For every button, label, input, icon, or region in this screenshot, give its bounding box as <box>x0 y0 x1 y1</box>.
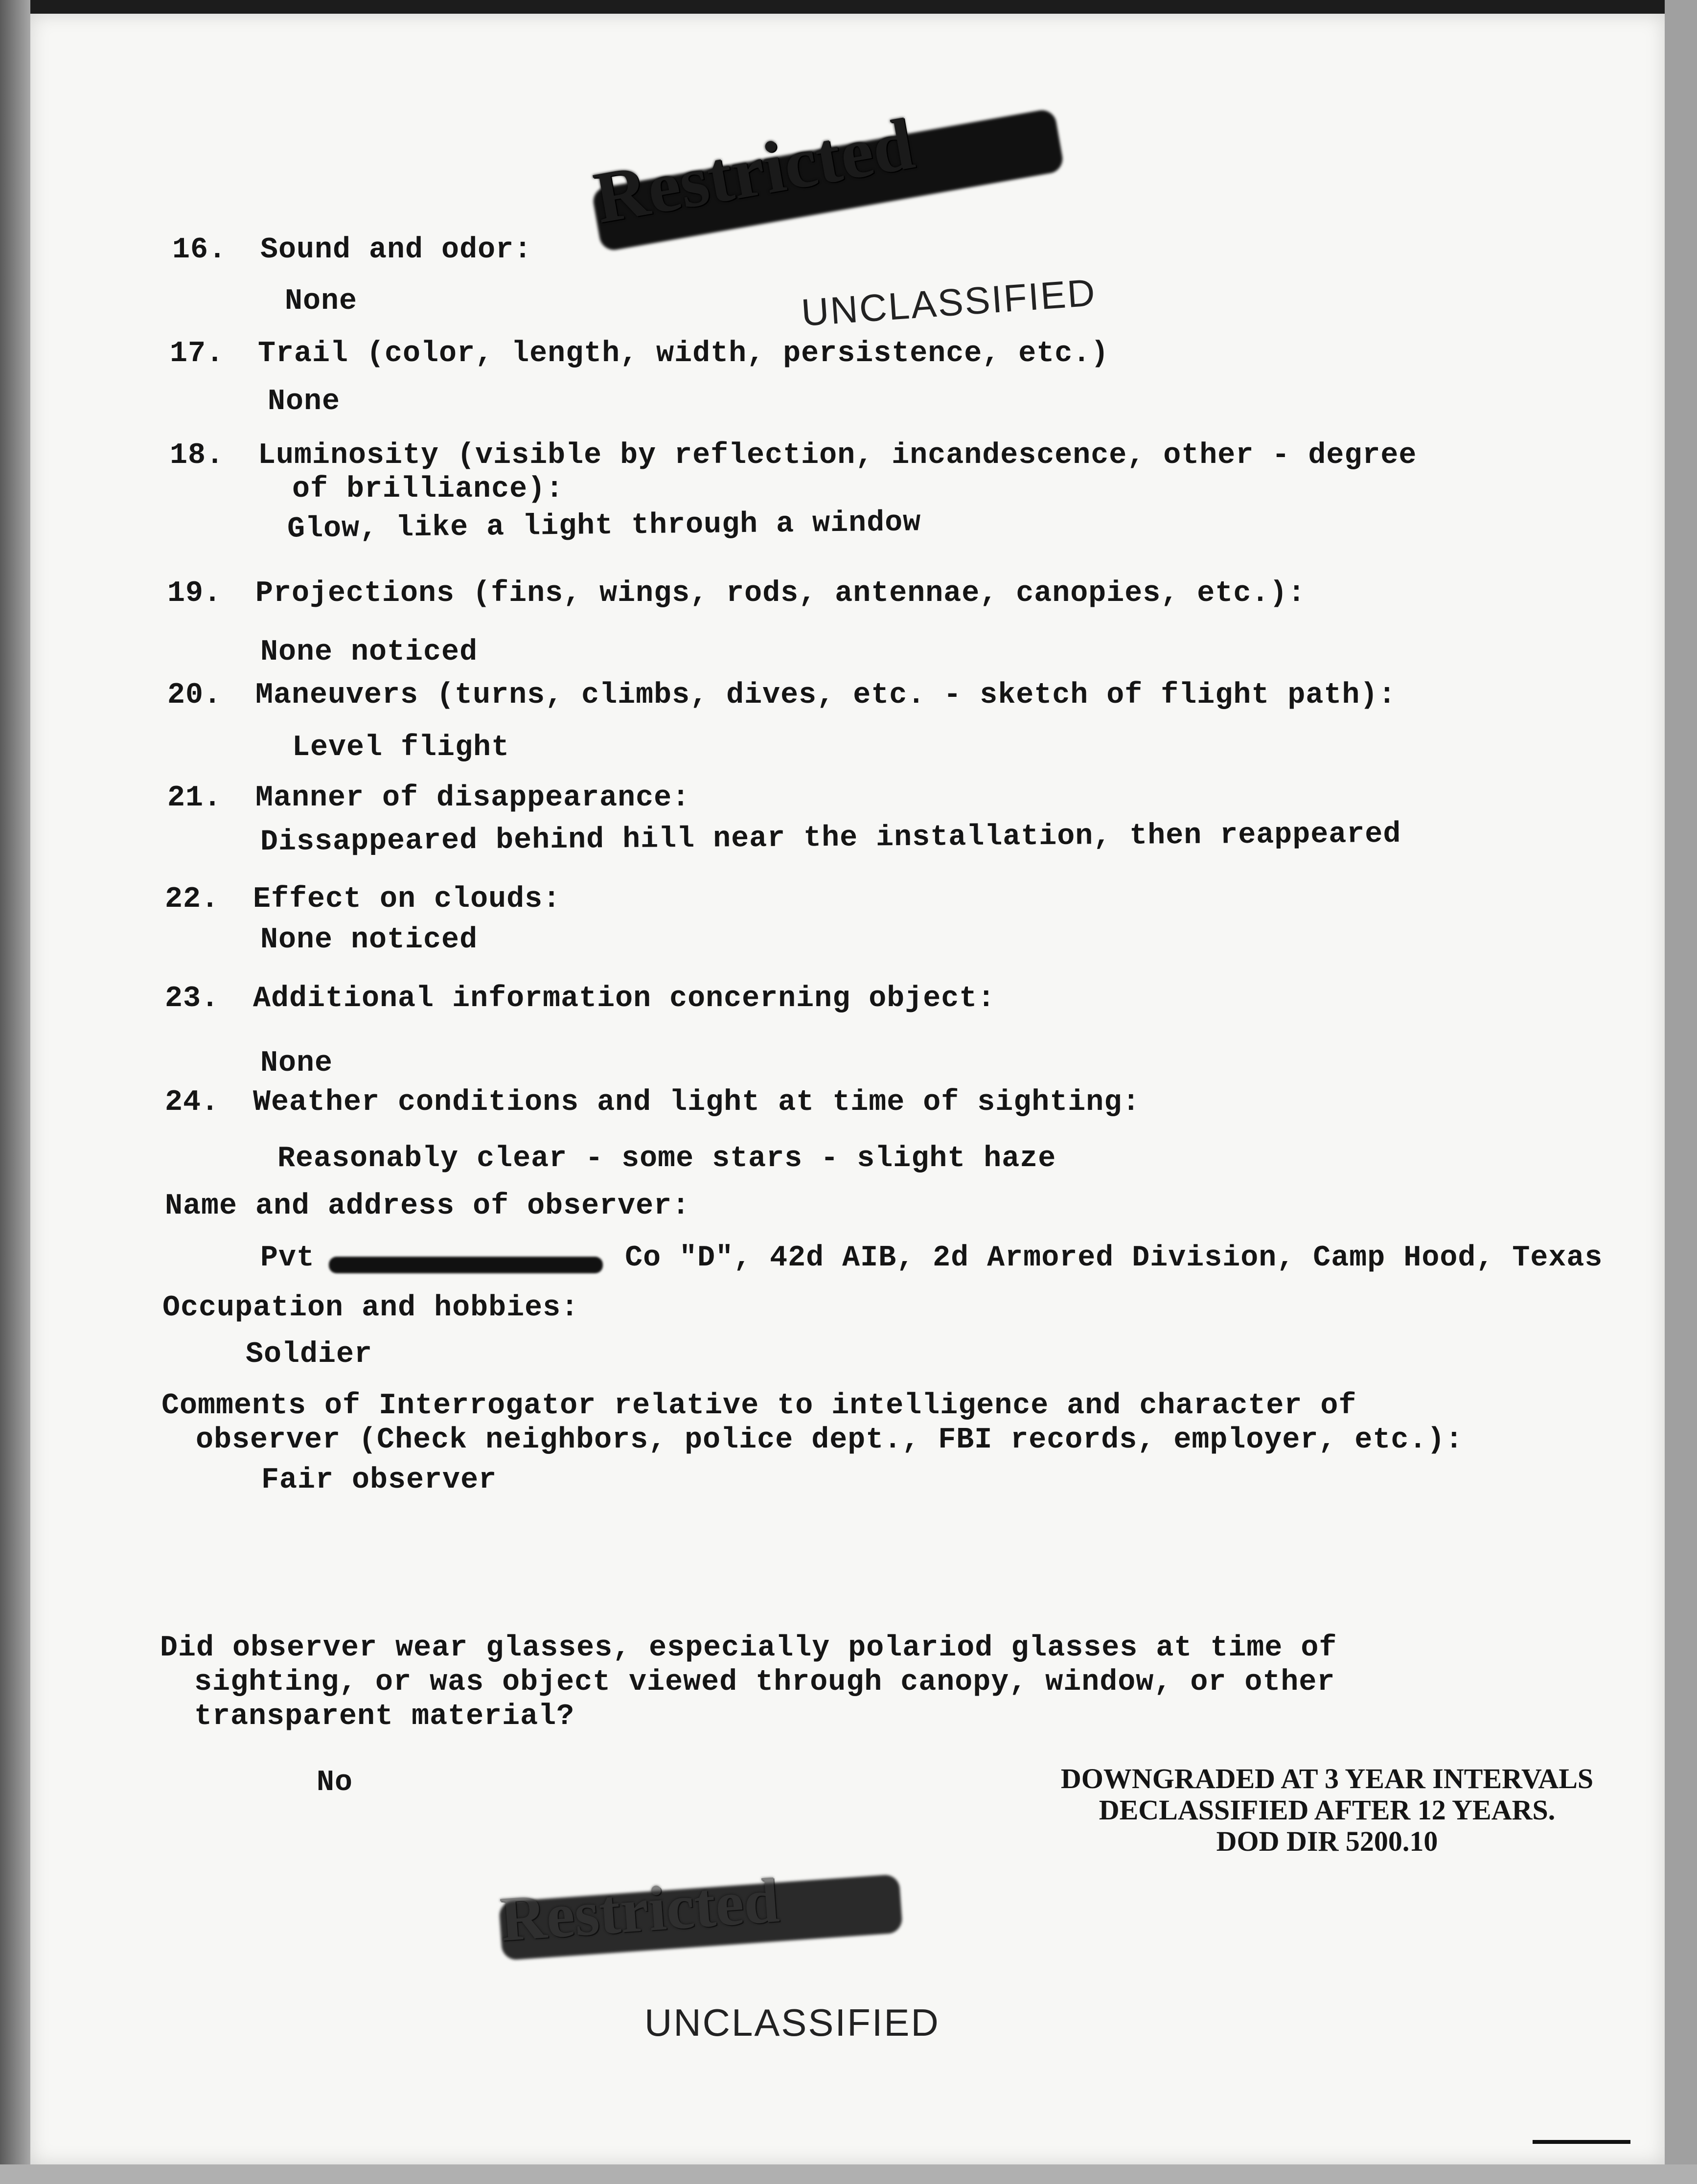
item-question: Trail (color, length, width, persistence, etc.) <box>258 337 1109 370</box>
item-17 <box>170 337 1109 371</box>
declass-line-2: DECLASSIFIED AFTER 12 YEARS. <box>1099 1794 1556 1826</box>
item-23-answer: None <box>260 1047 333 1080</box>
item-20-answer: Level flight <box>292 731 510 764</box>
item-16 <box>172 233 532 267</box>
item-question: Maneuvers (turns, climbs, dives, etc. - sketch of flight path): <box>255 679 1397 712</box>
glasses-label-cont2: transparent material? <box>194 1700 575 1733</box>
document-page <box>30 14 1665 2164</box>
observer-name-redaction <box>329 1257 603 1273</box>
item-question: Effect on clouds: <box>253 883 561 916</box>
declass-line-1: DOWNGRADED AT 3 YEAR INTERVALS <box>1060 1763 1594 1794</box>
occupation-answer: Soldier <box>246 1338 373 1371</box>
item-22 <box>165 882 561 917</box>
item-question: Manner of disappearance: <box>255 782 690 815</box>
item-23 <box>165 982 995 1016</box>
restricted-stamp-top: Restricted <box>588 103 920 239</box>
item-number: 17. <box>170 337 225 370</box>
item-18-question-cont: of brilliance): <box>292 473 564 506</box>
comments-answer: Fair observer <box>261 1464 497 1497</box>
item-21-answer: Dissappeared behind hill near the installation, then reappeared <box>260 817 1401 859</box>
comments-label-cont: observer (Check neighbors, police dept., FBI records, employer, etc.): <box>196 1424 1464 1457</box>
unclassified-stamp-top: UNCLASSIFIED <box>800 271 1098 334</box>
observer-label: Name and address of observer: <box>165 1190 690 1223</box>
unclassified-stamp-bottom: UNCLASSIFIED <box>644 2001 940 2044</box>
scan-bottom-edge <box>0 2164 1697 2184</box>
item-18-answer: Glow, like a light through a window <box>287 506 921 546</box>
item-number: 16. <box>172 233 227 267</box>
item-22-answer: None noticed <box>260 923 478 957</box>
item-number: 24. <box>165 1086 220 1119</box>
occupation-label: Occupation and hobbies: <box>162 1291 579 1325</box>
declass-line-3: DOD DIR 5200.10 <box>1216 1825 1438 1857</box>
scan-top-edge <box>0 0 1697 14</box>
item-number: 19. <box>167 577 222 610</box>
observer-rank: Pvt <box>260 1241 315 1275</box>
restricted-stamp-bottom: Restricted <box>498 1865 781 1955</box>
declassification-block <box>989 1763 1665 1857</box>
glasses-label: Did observer wear glasses, especially polariod glasses at time of <box>160 1632 1337 1665</box>
item-question: Additional information concerning object: <box>253 982 996 1015</box>
item-number: 21. <box>167 782 222 815</box>
glasses-answer: No <box>317 1766 353 1799</box>
item-question: Weather conditions and light at time of sighting: <box>253 1086 1141 1119</box>
scan-left-edge <box>0 0 30 2184</box>
comments-label: Comments of Interrogator relative to intelligence and character of <box>161 1389 1357 1423</box>
item-number: 22. <box>165 883 220 916</box>
item-16-answer: None <box>285 285 358 318</box>
item-21 <box>167 781 690 815</box>
item-question: Sound and odor: <box>260 233 532 267</box>
item-17-answer: None <box>268 385 341 418</box>
item-question: Luminosity (visible by reflection, incandescence, other - degree <box>258 439 1417 472</box>
scan-right-edge <box>1665 0 1697 2184</box>
item-19-answer: None noticed <box>260 636 478 669</box>
item-19 <box>167 576 1306 611</box>
item-number: 18. <box>170 439 225 472</box>
item-18 <box>170 438 1417 473</box>
item-24-answer: Reasonably clear - some stars - slight haze <box>277 1142 1056 1175</box>
item-24 <box>165 1085 1140 1120</box>
item-20 <box>167 678 1396 713</box>
observer-address: Co "D", 42d AIB, 2d Armored Division, Camp Hood, Texas <box>625 1241 1603 1275</box>
page-corner-mark <box>1533 2140 1630 2144</box>
item-number: 20. <box>167 679 222 712</box>
glasses-label-cont1: sighting, or was object viewed through canopy, window, or other <box>194 1666 1335 1699</box>
item-question: Projections (fins, wings, rods, antennae, canopies, etc.): <box>255 577 1306 610</box>
item-number: 23. <box>165 982 220 1015</box>
